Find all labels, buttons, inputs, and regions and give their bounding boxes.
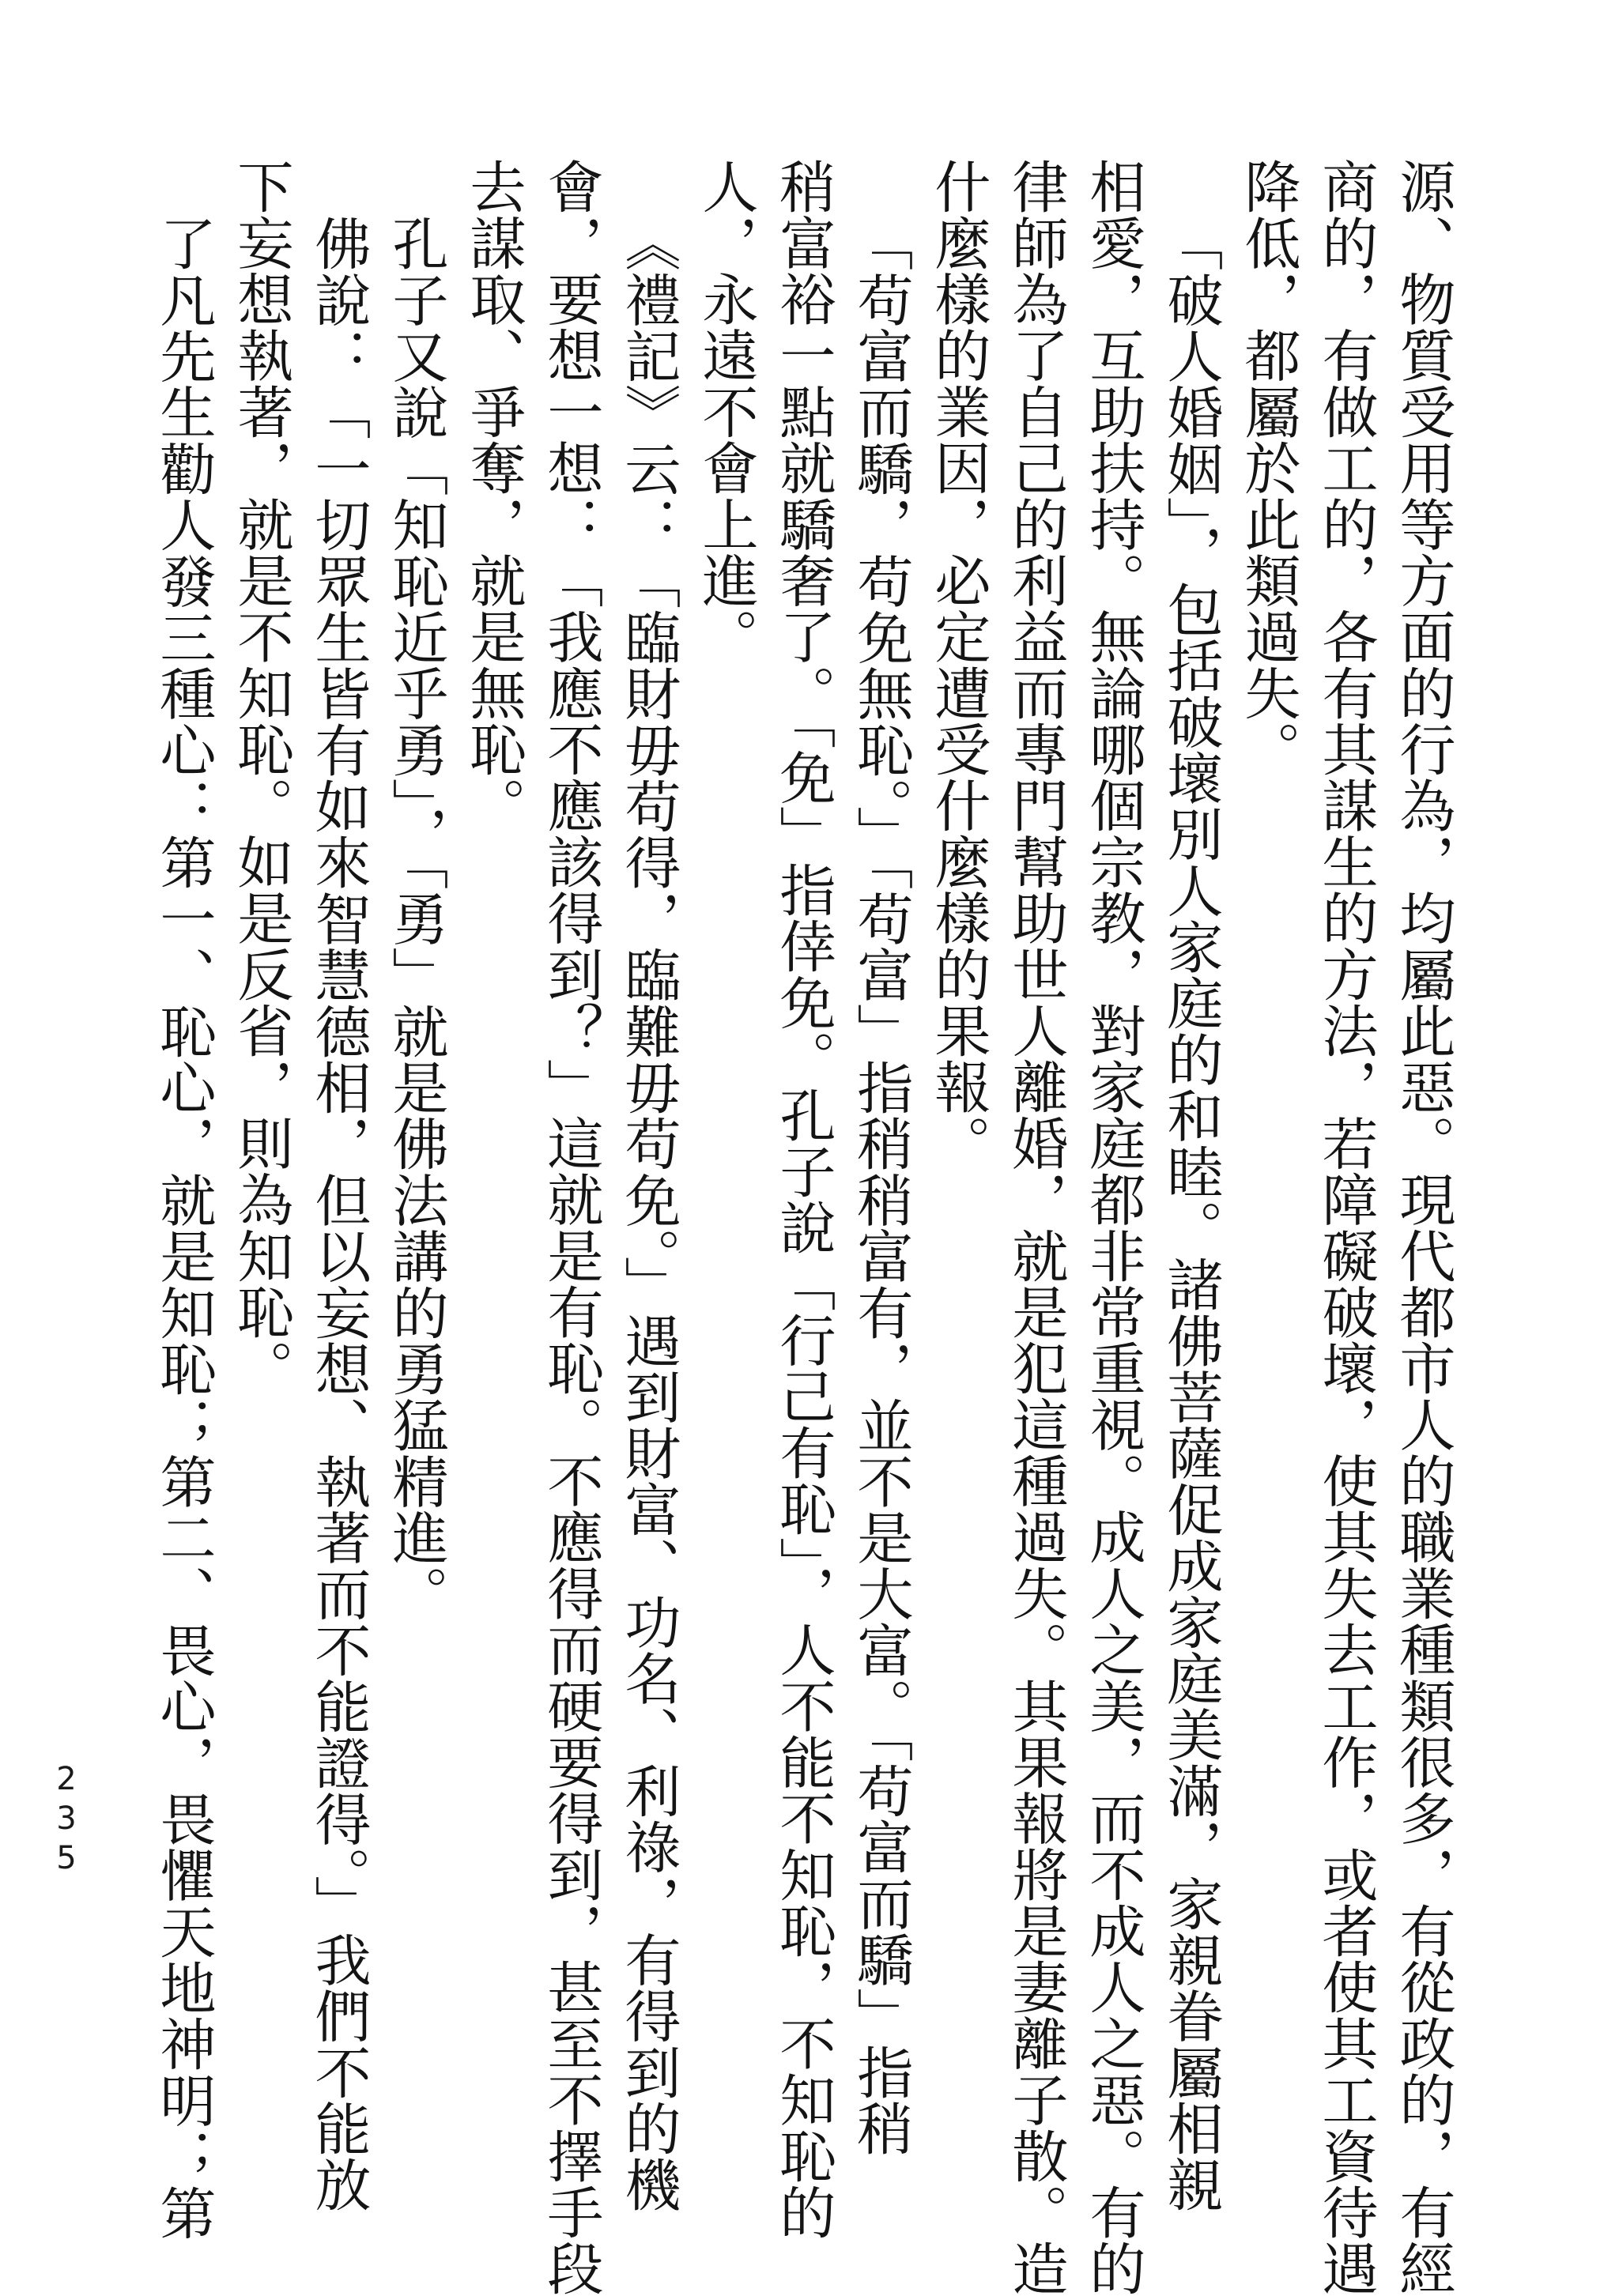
text-column: 了凡先生勸人發三種心：第一、恥心，就是知恥；第二、畏心，畏懼天地神明；第 <box>151 215 217 2241</box>
text-column: 去謀取、爭奪，就是無恥。 <box>461 158 526 834</box>
text-column: 下妄想執著，就是不知恥。如是反省，則為知恥。 <box>228 158 294 1397</box>
text-column: 會，要想一想：「我應不應該得到？」這就是有恥。不應得而硬要得到，甚至不擇手段 <box>538 158 604 2296</box>
text-column: 稍富裕一點就驕奢了。「免」指倖免。孔子說「行己有恥」，人不能不知恥，不知恥的 <box>771 158 836 2241</box>
text-column: 人，永遠不會上進。 <box>693 158 759 665</box>
text-column: 「破人婚姻」，包括破壞別人家庭的和睦。諸佛菩薩促成家庭美滿，家親眷屬相親 <box>1158 215 1224 2213</box>
text-column: 孔子又說「知恥近乎勇」，「勇」就是佛法講的勇猛精進。 <box>383 215 449 1622</box>
text-column: 律師為了自己的利益而專門幫助世人離婚，就是犯這種過失。其果報將是妻離子散。造 <box>1003 158 1069 2296</box>
page-number: 235 <box>48 1761 85 1879</box>
text-column: 源、物質受用等方面的行為，均屬此惡。現代都市人的職業種類很多，有從政的，有經 <box>1391 158 1456 2296</box>
text-column: 「苟富而驕，苟免無恥。」「苟富」指稍稍富有，並不是大富。「苟富而驕」指稍 <box>848 215 914 2157</box>
text-column: 佛說：「一切眾生皆有如來智慧德相，但以妄想、執著而不能證得。」我們不能放 <box>306 215 372 2213</box>
text-column: 《禮記》云：「臨財毋苟得，臨難毋苟免。」遇到財富、功名、利祿，有得到的機 <box>616 215 681 2213</box>
text-column: 商的，有做工的，各有其謀生的方法，若障礙破壞，使其失去工作，或者使其工資待遇 <box>1313 158 1379 2296</box>
text-column: 什麼樣的業因，必定遭受什麼樣的果報。 <box>926 158 991 1171</box>
text-column: 降低，都屬於此類過失。 <box>1236 158 1301 778</box>
text-column: 相愛，互助扶持。無論哪個宗教，對家庭都非常重視。成人之美，而不成人之惡。有的 <box>1081 158 1146 2296</box>
